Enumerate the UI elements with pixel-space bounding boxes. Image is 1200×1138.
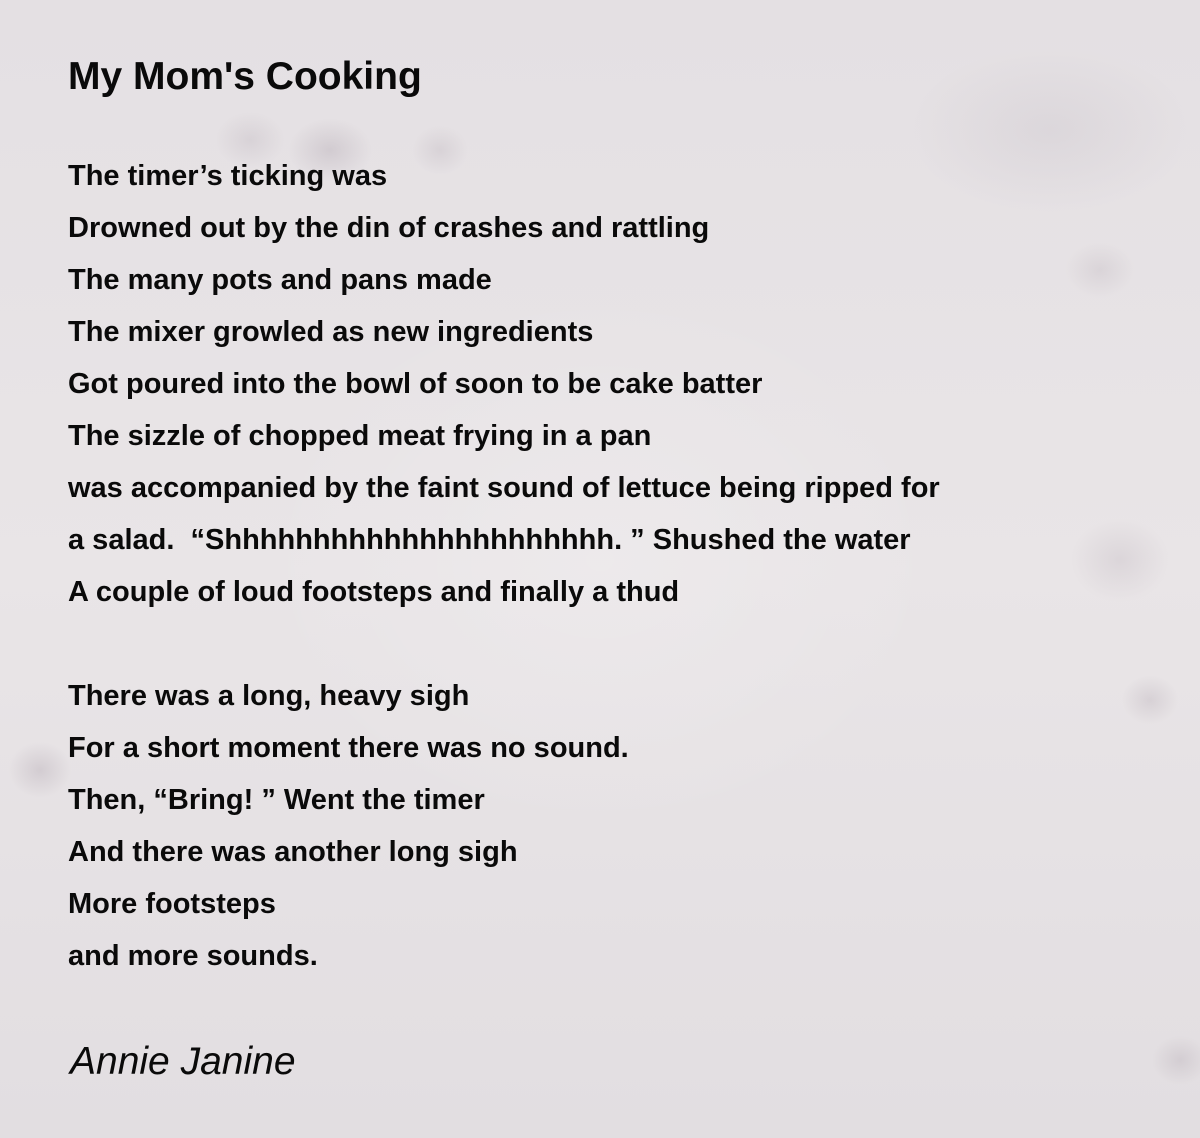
poem-title: My Mom's Cooking [68,55,422,98]
poem-body [68,150,940,1034]
poem-line: The sizzle of chopped meat frying in a pan [68,420,652,452]
poem-line: was accompanied by the faint sound of lettuce being ripped for [68,472,940,504]
poem-line: a salad. “Shhhhhhhhhhhhhhhhhhhhhh. ” Shushed the water [68,524,911,556]
stanza-1 [68,150,940,618]
poem-line: For a short moment there was no sound. [68,732,629,764]
poem-line: A couple of loud footsteps and finally a thud [68,576,680,608]
poem-line: Got poured into the bowl of soon to be cake batter [68,368,763,400]
poem-line: And there was another long sigh [68,836,518,868]
poem-line: There was a long, heavy sigh [68,680,470,712]
poem-line: The many pots and pans made [68,264,492,296]
poem-line: More footsteps [68,888,276,920]
poem-author: Annie Janine [70,1040,296,1083]
poem-line: Then, “Bring! ” Went the timer [68,784,485,816]
poem-line: and more sounds. [68,940,318,972]
poem-line: The mixer growled as new ingredients [68,316,594,348]
poem-line: The timer’s ticking was [68,160,388,192]
poem-line: Drowned out by the din of crashes and rattling [68,212,710,244]
stanza-2 [68,670,940,982]
